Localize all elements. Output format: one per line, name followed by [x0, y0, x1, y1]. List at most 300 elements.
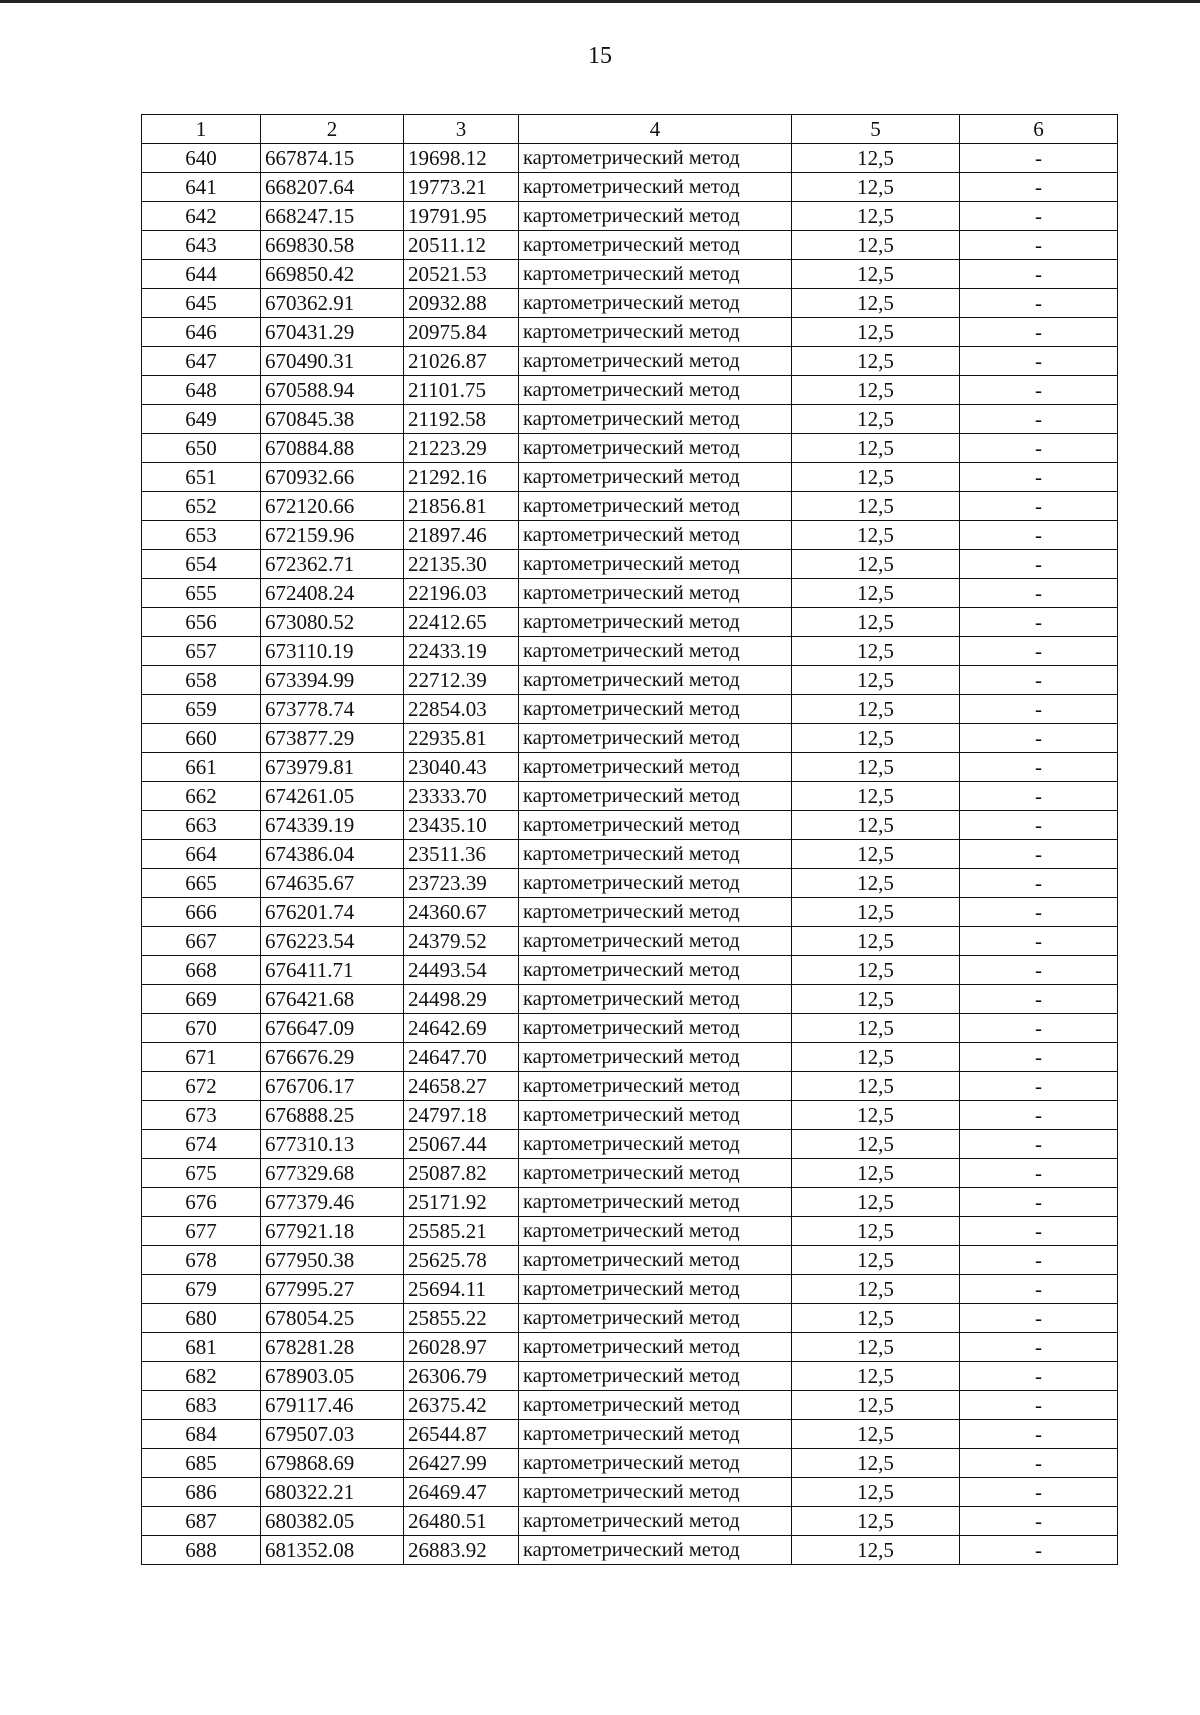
x-coordinate-cell: 680322.21: [261, 1478, 404, 1507]
table-row: [142, 927, 1118, 956]
note-cell: -: [960, 405, 1118, 434]
table-row: [142, 869, 1118, 898]
point-number-cell: 674: [142, 1130, 261, 1159]
point-number-cell: 687: [142, 1507, 261, 1536]
x-coordinate-cell: 677921.18: [261, 1217, 404, 1246]
y-coordinate-cell: 22433.19: [404, 637, 519, 666]
x-coordinate-cell: 672120.66: [261, 492, 404, 521]
y-coordinate-cell: 22712.39: [404, 666, 519, 695]
accuracy-cell: 12,5: [792, 173, 960, 202]
x-coordinate-cell: 674635.67: [261, 869, 404, 898]
point-number-cell: 642: [142, 202, 261, 231]
table-row: [142, 985, 1118, 1014]
accuracy-cell: 12,5: [792, 1333, 960, 1362]
note-cell: -: [960, 173, 1118, 202]
point-number-cell: 652: [142, 492, 261, 521]
point-number-cell: 669: [142, 985, 261, 1014]
y-coordinate-cell: 21026.87: [404, 347, 519, 376]
point-number-cell: 680: [142, 1304, 261, 1333]
method-cell: картометрический метод: [519, 1391, 792, 1420]
table-row: [142, 289, 1118, 318]
accuracy-cell: 12,5: [792, 898, 960, 927]
method-cell: картометрический метод: [519, 1478, 792, 1507]
accuracy-cell: 12,5: [792, 347, 960, 376]
table-row: [142, 434, 1118, 463]
point-number-cell: 677: [142, 1217, 261, 1246]
point-number-cell: 647: [142, 347, 261, 376]
method-cell: картометрический метод: [519, 260, 792, 289]
point-number-cell: 655: [142, 579, 261, 608]
point-number-cell: 675: [142, 1159, 261, 1188]
note-cell: -: [960, 1014, 1118, 1043]
accuracy-cell: 12,5: [792, 840, 960, 869]
method-cell: картометрический метод: [519, 1507, 792, 1536]
table-row: [142, 782, 1118, 811]
note-cell: -: [960, 1304, 1118, 1333]
point-number-cell: 646: [142, 318, 261, 347]
column-header-5: 5: [792, 115, 960, 144]
x-coordinate-cell: 673394.99: [261, 666, 404, 695]
accuracy-cell: 12,5: [792, 1275, 960, 1304]
x-coordinate-cell: 677950.38: [261, 1246, 404, 1275]
table-row: [142, 173, 1118, 202]
x-coordinate-cell: 673979.81: [261, 753, 404, 782]
note-cell: -: [960, 231, 1118, 260]
accuracy-cell: 12,5: [792, 521, 960, 550]
method-cell: картометрический метод: [519, 1072, 792, 1101]
accuracy-cell: 12,5: [792, 434, 960, 463]
table-row: [142, 550, 1118, 579]
method-cell: картометрический метод: [519, 1014, 792, 1043]
table-row: [142, 492, 1118, 521]
method-cell: картометрический метод: [519, 753, 792, 782]
table-row: [142, 1217, 1118, 1246]
point-number-cell: 649: [142, 405, 261, 434]
accuracy-cell: 12,5: [792, 1014, 960, 1043]
column-header-6: 6: [960, 115, 1118, 144]
accuracy-cell: 12,5: [792, 1536, 960, 1565]
y-coordinate-cell: 26375.42: [404, 1391, 519, 1420]
column-header-3: 3: [404, 115, 519, 144]
table-body: [142, 144, 1118, 1565]
accuracy-cell: 12,5: [792, 782, 960, 811]
table-row: [142, 1304, 1118, 1333]
x-coordinate-cell: 676647.09: [261, 1014, 404, 1043]
note-cell: -: [960, 695, 1118, 724]
note-cell: -: [960, 521, 1118, 550]
note-cell: -: [960, 666, 1118, 695]
table-row: [142, 347, 1118, 376]
method-cell: картометрический метод: [519, 608, 792, 637]
accuracy-cell: 12,5: [792, 463, 960, 492]
method-cell: картометрический метод: [519, 1536, 792, 1565]
point-number-cell: 643: [142, 231, 261, 260]
y-coordinate-cell: 22854.03: [404, 695, 519, 724]
method-cell: картометрический метод: [519, 463, 792, 492]
point-number-cell: 684: [142, 1420, 261, 1449]
note-cell: -: [960, 898, 1118, 927]
y-coordinate-cell: 24360.67: [404, 898, 519, 927]
accuracy-cell: 12,5: [792, 869, 960, 898]
accuracy-cell: 12,5: [792, 579, 960, 608]
note-cell: -: [960, 347, 1118, 376]
point-number-cell: 668: [142, 956, 261, 985]
method-cell: картометрический метод: [519, 782, 792, 811]
y-coordinate-cell: 26306.79: [404, 1362, 519, 1391]
x-coordinate-cell: 670845.38: [261, 405, 404, 434]
y-coordinate-cell: 26544.87: [404, 1420, 519, 1449]
y-coordinate-cell: 23511.36: [404, 840, 519, 869]
x-coordinate-cell: 680382.05: [261, 1507, 404, 1536]
method-cell: картометрический метод: [519, 1449, 792, 1478]
method-cell: картометрический метод: [519, 347, 792, 376]
point-number-cell: 660: [142, 724, 261, 753]
note-cell: -: [960, 608, 1118, 637]
method-cell: картометрический метод: [519, 985, 792, 1014]
x-coordinate-cell: 670431.29: [261, 318, 404, 347]
method-cell: картометрический метод: [519, 724, 792, 753]
y-coordinate-cell: 22412.65: [404, 608, 519, 637]
note-cell: -: [960, 1536, 1118, 1565]
table-row: [142, 1536, 1118, 1565]
accuracy-cell: 12,5: [792, 956, 960, 985]
note-cell: -: [960, 1391, 1118, 1420]
x-coordinate-cell: 670932.66: [261, 463, 404, 492]
y-coordinate-cell: 24379.52: [404, 927, 519, 956]
note-cell: -: [960, 1043, 1118, 1072]
table-row: [142, 202, 1118, 231]
note-cell: -: [960, 1130, 1118, 1159]
note-cell: -: [960, 1072, 1118, 1101]
point-number-cell: 651: [142, 463, 261, 492]
note-cell: -: [960, 811, 1118, 840]
x-coordinate-cell: 679868.69: [261, 1449, 404, 1478]
table-row: [142, 1275, 1118, 1304]
accuracy-cell: 12,5: [792, 550, 960, 579]
note-cell: -: [960, 144, 1118, 173]
table-row: [142, 405, 1118, 434]
accuracy-cell: 12,5: [792, 1449, 960, 1478]
point-number-cell: 650: [142, 434, 261, 463]
point-number-cell: 683: [142, 1391, 261, 1420]
point-number-cell: 686: [142, 1478, 261, 1507]
x-coordinate-cell: 681352.08: [261, 1536, 404, 1565]
method-cell: картометрический метод: [519, 1130, 792, 1159]
table-row: [142, 1188, 1118, 1217]
accuracy-cell: 12,5: [792, 753, 960, 782]
accuracy-cell: 12,5: [792, 492, 960, 521]
method-cell: картометрический метод: [519, 521, 792, 550]
accuracy-cell: 12,5: [792, 1304, 960, 1333]
y-coordinate-cell: 24642.69: [404, 1014, 519, 1043]
method-cell: картометрический метод: [519, 405, 792, 434]
y-coordinate-cell: 24647.70: [404, 1043, 519, 1072]
method-cell: картометрический метод: [519, 956, 792, 985]
table-row: [142, 695, 1118, 724]
table-row: [142, 811, 1118, 840]
x-coordinate-cell: 669830.58: [261, 231, 404, 260]
table-row: [142, 579, 1118, 608]
point-number-cell: 672: [142, 1072, 261, 1101]
note-cell: -: [960, 956, 1118, 985]
top-border-line: [0, 0, 1200, 3]
method-cell: картометрический метод: [519, 1420, 792, 1449]
x-coordinate-cell: 670362.91: [261, 289, 404, 318]
method-cell: картометрический метод: [519, 434, 792, 463]
note-cell: -: [960, 376, 1118, 405]
x-coordinate-cell: 676223.54: [261, 927, 404, 956]
y-coordinate-cell: 19791.95: [404, 202, 519, 231]
point-number-cell: 662: [142, 782, 261, 811]
point-number-cell: 671: [142, 1043, 261, 1072]
table-row: [142, 956, 1118, 985]
page-number: 15: [588, 43, 612, 69]
x-coordinate-cell: 673778.74: [261, 695, 404, 724]
note-cell: -: [960, 318, 1118, 347]
y-coordinate-cell: 22935.81: [404, 724, 519, 753]
accuracy-cell: 12,5: [792, 289, 960, 318]
table-row: [142, 463, 1118, 492]
x-coordinate-cell: 676888.25: [261, 1101, 404, 1130]
accuracy-cell: 12,5: [792, 376, 960, 405]
x-coordinate-cell: 668247.15: [261, 202, 404, 231]
note-cell: -: [960, 753, 1118, 782]
note-cell: -: [960, 1420, 1118, 1449]
point-number-cell: 644: [142, 260, 261, 289]
point-number-cell: 645: [142, 289, 261, 318]
note-cell: -: [960, 289, 1118, 318]
x-coordinate-cell: 674261.05: [261, 782, 404, 811]
column-header-4: 4: [519, 115, 792, 144]
accuracy-cell: 12,5: [792, 405, 960, 434]
x-coordinate-cell: 677995.27: [261, 1275, 404, 1304]
y-coordinate-cell: 20521.53: [404, 260, 519, 289]
note-cell: -: [960, 1333, 1118, 1362]
y-coordinate-cell: 20511.12: [404, 231, 519, 260]
table-row: [142, 1014, 1118, 1043]
x-coordinate-cell: 676411.71: [261, 956, 404, 985]
y-coordinate-cell: 21101.75: [404, 376, 519, 405]
note-cell: -: [960, 550, 1118, 579]
column-header-2: 2: [261, 115, 404, 144]
accuracy-cell: 12,5: [792, 1159, 960, 1188]
point-number-cell: 648: [142, 376, 261, 405]
table-row: [142, 1333, 1118, 1362]
point-number-cell: 640: [142, 144, 261, 173]
point-number-cell: 657: [142, 637, 261, 666]
x-coordinate-cell: 678903.05: [261, 1362, 404, 1391]
point-number-cell: 659: [142, 695, 261, 724]
table-row: [142, 753, 1118, 782]
method-cell: картометрический метод: [519, 1101, 792, 1130]
table-row: [142, 1246, 1118, 1275]
x-coordinate-cell: 668207.64: [261, 173, 404, 202]
table-row: [142, 260, 1118, 289]
y-coordinate-cell: 26883.92: [404, 1536, 519, 1565]
x-coordinate-cell: 678281.28: [261, 1333, 404, 1362]
table-row: [142, 376, 1118, 405]
note-cell: -: [960, 1101, 1118, 1130]
point-number-cell: 656: [142, 608, 261, 637]
point-number-cell: 681: [142, 1333, 261, 1362]
method-cell: картометрический метод: [519, 1159, 792, 1188]
x-coordinate-cell: 672408.24: [261, 579, 404, 608]
table-row: [142, 840, 1118, 869]
note-cell: -: [960, 869, 1118, 898]
method-cell: картометрический метод: [519, 376, 792, 405]
point-number-cell: 658: [142, 666, 261, 695]
method-cell: картометрический метод: [519, 492, 792, 521]
y-coordinate-cell: 24797.18: [404, 1101, 519, 1130]
table-row: [142, 724, 1118, 753]
method-cell: картометрический метод: [519, 1275, 792, 1304]
method-cell: картометрический метод: [519, 869, 792, 898]
y-coordinate-cell: 20932.88: [404, 289, 519, 318]
accuracy-cell: 12,5: [792, 1420, 960, 1449]
note-cell: -: [960, 840, 1118, 869]
accuracy-cell: 12,5: [792, 1246, 960, 1275]
table-row: [142, 144, 1118, 173]
x-coordinate-cell: 674339.19: [261, 811, 404, 840]
table-row: [142, 608, 1118, 637]
point-number-cell: 661: [142, 753, 261, 782]
coordinates-table: [141, 114, 1118, 1565]
method-cell: картометрический метод: [519, 579, 792, 608]
x-coordinate-cell: 677329.68: [261, 1159, 404, 1188]
accuracy-cell: 12,5: [792, 1507, 960, 1536]
note-cell: -: [960, 579, 1118, 608]
point-number-cell: 666: [142, 898, 261, 927]
y-coordinate-cell: 21192.58: [404, 405, 519, 434]
accuracy-cell: 12,5: [792, 724, 960, 753]
accuracy-cell: 12,5: [792, 260, 960, 289]
table-row: [142, 1449, 1118, 1478]
x-coordinate-cell: 679507.03: [261, 1420, 404, 1449]
note-cell: -: [960, 637, 1118, 666]
method-cell: картометрический метод: [519, 1333, 792, 1362]
method-cell: картометрический метод: [519, 666, 792, 695]
point-number-cell: 682: [142, 1362, 261, 1391]
method-cell: картометрический метод: [519, 898, 792, 927]
note-cell: -: [960, 202, 1118, 231]
note-cell: -: [960, 1246, 1118, 1275]
column-header-1: 1: [142, 115, 261, 144]
x-coordinate-cell: 670884.88: [261, 434, 404, 463]
accuracy-cell: 12,5: [792, 811, 960, 840]
method-cell: картометрический метод: [519, 840, 792, 869]
accuracy-cell: 12,5: [792, 1188, 960, 1217]
note-cell: -: [960, 1362, 1118, 1391]
method-cell: картометрический метод: [519, 1362, 792, 1391]
note-cell: -: [960, 724, 1118, 753]
y-coordinate-cell: 21292.16: [404, 463, 519, 492]
accuracy-cell: 12,5: [792, 1391, 960, 1420]
y-coordinate-cell: 23040.43: [404, 753, 519, 782]
accuracy-cell: 12,5: [792, 1478, 960, 1507]
y-coordinate-cell: 25087.82: [404, 1159, 519, 1188]
accuracy-cell: 12,5: [792, 1043, 960, 1072]
x-coordinate-cell: 669850.42: [261, 260, 404, 289]
note-cell: -: [960, 260, 1118, 289]
note-cell: -: [960, 927, 1118, 956]
accuracy-cell: 12,5: [792, 608, 960, 637]
method-cell: картометрический метод: [519, 1217, 792, 1246]
accuracy-cell: 12,5: [792, 1101, 960, 1130]
method-cell: картометрический метод: [519, 1304, 792, 1333]
accuracy-cell: 12,5: [792, 1362, 960, 1391]
table-row: [142, 1507, 1118, 1536]
point-number-cell: 641: [142, 173, 261, 202]
y-coordinate-cell: 24658.27: [404, 1072, 519, 1101]
method-cell: картометрический метод: [519, 927, 792, 956]
table-row: [142, 231, 1118, 260]
y-coordinate-cell: 21856.81: [404, 492, 519, 521]
y-coordinate-cell: 25067.44: [404, 1130, 519, 1159]
note-cell: -: [960, 782, 1118, 811]
y-coordinate-cell: 23333.70: [404, 782, 519, 811]
note-cell: -: [960, 434, 1118, 463]
y-coordinate-cell: 25585.21: [404, 1217, 519, 1246]
method-cell: картометрический метод: [519, 811, 792, 840]
note-cell: -: [960, 492, 1118, 521]
y-coordinate-cell: 23723.39: [404, 869, 519, 898]
y-coordinate-cell: 25171.92: [404, 1188, 519, 1217]
table-header-row: [142, 115, 1118, 144]
x-coordinate-cell: 674386.04: [261, 840, 404, 869]
point-number-cell: 654: [142, 550, 261, 579]
x-coordinate-cell: 676201.74: [261, 898, 404, 927]
x-coordinate-cell: 677379.46: [261, 1188, 404, 1217]
x-coordinate-cell: 673110.19: [261, 637, 404, 666]
method-cell: картометрический метод: [519, 289, 792, 318]
table-row: [142, 1420, 1118, 1449]
y-coordinate-cell: 20975.84: [404, 318, 519, 347]
note-cell: -: [960, 1507, 1118, 1536]
y-coordinate-cell: 24493.54: [404, 956, 519, 985]
table-row: [142, 1478, 1118, 1507]
method-cell: картометрический метод: [519, 173, 792, 202]
y-coordinate-cell: 26427.99: [404, 1449, 519, 1478]
accuracy-cell: 12,5: [792, 1072, 960, 1101]
accuracy-cell: 12,5: [792, 231, 960, 260]
method-cell: картометрический метод: [519, 144, 792, 173]
x-coordinate-cell: 672159.96: [261, 521, 404, 550]
table-row: [142, 1043, 1118, 1072]
accuracy-cell: 12,5: [792, 318, 960, 347]
table-row: [142, 1130, 1118, 1159]
method-cell: картометрический метод: [519, 637, 792, 666]
table-row: [142, 1101, 1118, 1130]
note-cell: -: [960, 1478, 1118, 1507]
x-coordinate-cell: 678054.25: [261, 1304, 404, 1333]
y-coordinate-cell: 21223.29: [404, 434, 519, 463]
method-cell: картометрический метод: [519, 695, 792, 724]
x-coordinate-cell: 676421.68: [261, 985, 404, 1014]
accuracy-cell: 12,5: [792, 666, 960, 695]
accuracy-cell: 12,5: [792, 695, 960, 724]
point-number-cell: 688: [142, 1536, 261, 1565]
point-number-cell: 664: [142, 840, 261, 869]
table-row: [142, 1391, 1118, 1420]
note-cell: -: [960, 1188, 1118, 1217]
note-cell: -: [960, 1217, 1118, 1246]
y-coordinate-cell: 25855.22: [404, 1304, 519, 1333]
point-number-cell: 663: [142, 811, 261, 840]
y-coordinate-cell: 21897.46: [404, 521, 519, 550]
accuracy-cell: 12,5: [792, 202, 960, 231]
note-cell: -: [960, 1159, 1118, 1188]
x-coordinate-cell: 672362.71: [261, 550, 404, 579]
